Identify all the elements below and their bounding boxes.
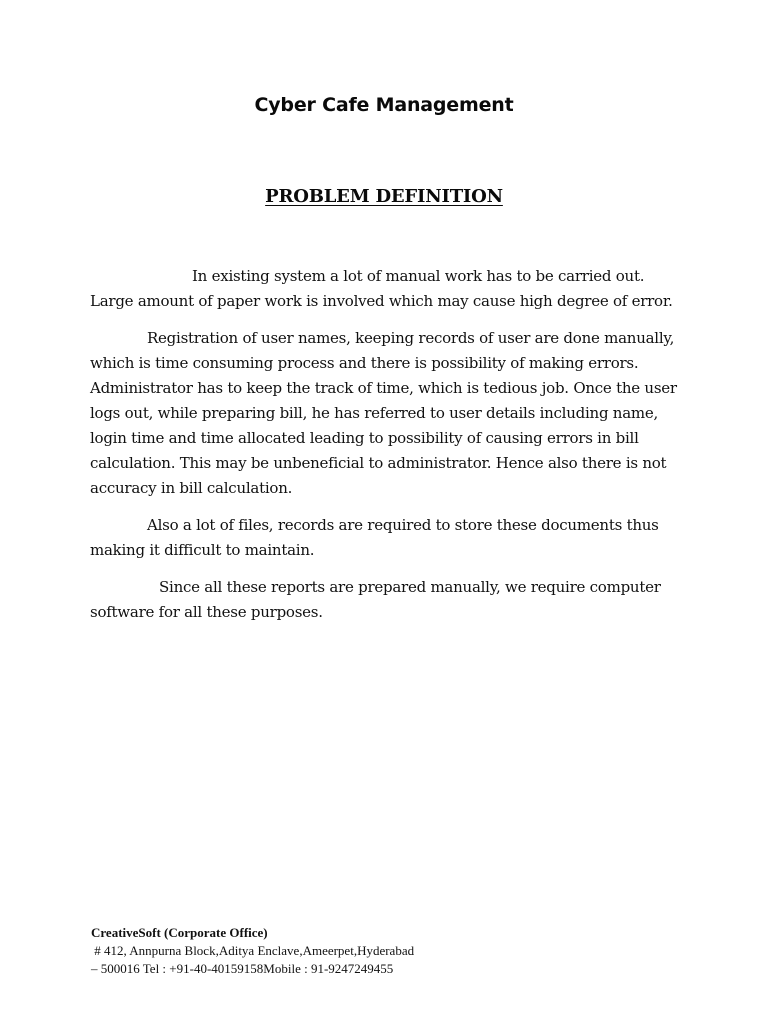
paragraph-registration: Registration of user names, keeping records of user are done manually, which is time consuming process and there is possibility of making errors. Administrator has to keep the track of time, which is tedious job. Once the user logs out, while preparing bill, he has referred to user details including name, login time and time allocated leading to possibility of causing errors in bill calculation. This may be unbeneficial to administrator. Hence also there is not accuracy in bill calculation. [90,329,677,497]
document-title: Cyber Cafe Management [254,94,514,116]
body-text [90,264,690,637]
footer-office-name: CreativeSoft (Corporate Office) [91,925,268,940]
footer-address-line-2: – 500016 Tel : +91-40-40159158Mobile : 91-9247249455 [91,961,394,976]
paragraph-files-records: Also a lot of files, records are required to store these documents thus making it difficult to maintain. [90,516,659,559]
paragraph-conclusion: Since all these reports are prepared manually, we require computer software for all these purposes. [90,578,661,621]
footer [91,924,531,978]
section-heading: PROBLEM DEFINITION [265,186,503,207]
paragraph-existing-system: In existing system a lot of manual work has to be carried out. Large amount of paper work is involved which may cause high degree of error. [90,267,673,310]
footer-address-line-1: # 412, Annpurna Block,Aditya Enclave,Ameerpet,Hyderabad [91,943,415,958]
